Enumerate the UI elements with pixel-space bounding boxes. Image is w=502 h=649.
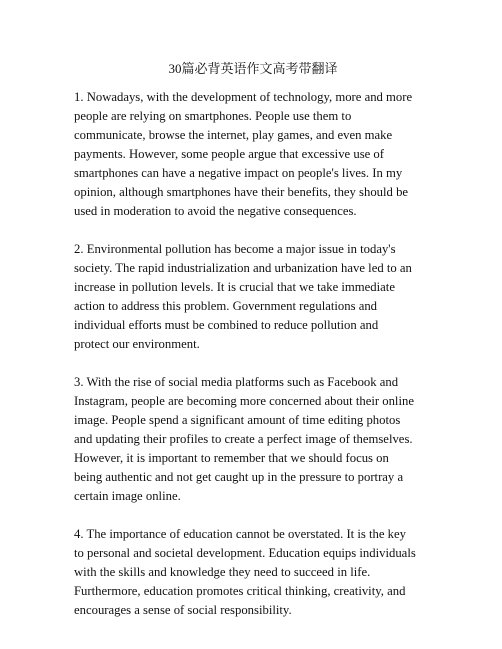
paragraph-line: certain image online.	[74, 489, 181, 503]
paragraph-line: increase in pollution levels. It is crucial that we take immediate	[74, 280, 395, 294]
paragraph-line: However, it is important to remember that we should focus on	[74, 451, 389, 465]
paragraph-line: opinion, although smartphones have their benefits, they should be	[74, 185, 409, 199]
paragraph-line: used in moderation to avoid the negative consequences.	[74, 204, 357, 218]
document-title: 30篇必背英语作文高考带翻译	[168, 61, 338, 76]
paragraph-line: encourages a sense of social responsibility.	[74, 603, 292, 617]
paragraph-line: 1. Nowadays, with the development of technology, more and more	[74, 90, 413, 104]
paragraph-line: communicate, browse the internet, play games, and even make	[74, 128, 393, 142]
paragraph-line: Furthermore, education promotes critical thinking, creativity, and	[74, 584, 406, 598]
paragraph-line: smartphones can have a negative impact on people's lives. In my	[74, 166, 403, 180]
paragraph-line: action to address this problem. Government regulations and	[74, 299, 378, 313]
paragraph-line: and updating their profiles to create a perfect image of themselves.	[74, 432, 413, 446]
paragraph-line: with the skills and knowledge they need to succeed in life.	[74, 565, 371, 579]
paragraph-line: Instagram, people are becoming more concerned about their online	[74, 394, 414, 408]
paragraph-line: society. The rapid industrialization and urbanization have led to an	[74, 261, 412, 275]
paragraph-line: 2. Environmental pollution has become a major issue in today's	[74, 242, 396, 256]
paragraph-line: to personal and societal development. Education equips individuals	[74, 546, 416, 560]
paragraph-1	[74, 88, 428, 221]
paragraph-line: image. People spend a significant amount of time editing photos	[74, 413, 401, 427]
paragraph-line: 4. The importance of education cannot be overstated. It is the key	[74, 527, 406, 541]
paragraph-line: 3. With the rise of social media platforms such as Facebook and	[74, 375, 399, 389]
paragraph-3	[74, 373, 428, 506]
paragraph-line: being authentic and not get caught up in the pressure to portray a	[74, 470, 404, 484]
paragraph-4	[74, 525, 428, 620]
paragraph-line: people are relying on smartphones. People use them to	[74, 109, 352, 123]
paragraph-2	[74, 240, 428, 354]
paragraph-line: individual efforts must be combined to reduce pollution and	[74, 318, 379, 332]
paragraph-line: payments. However, some people argue that excessive use of	[74, 147, 385, 161]
paragraph-line: protect our environment.	[74, 337, 200, 351]
